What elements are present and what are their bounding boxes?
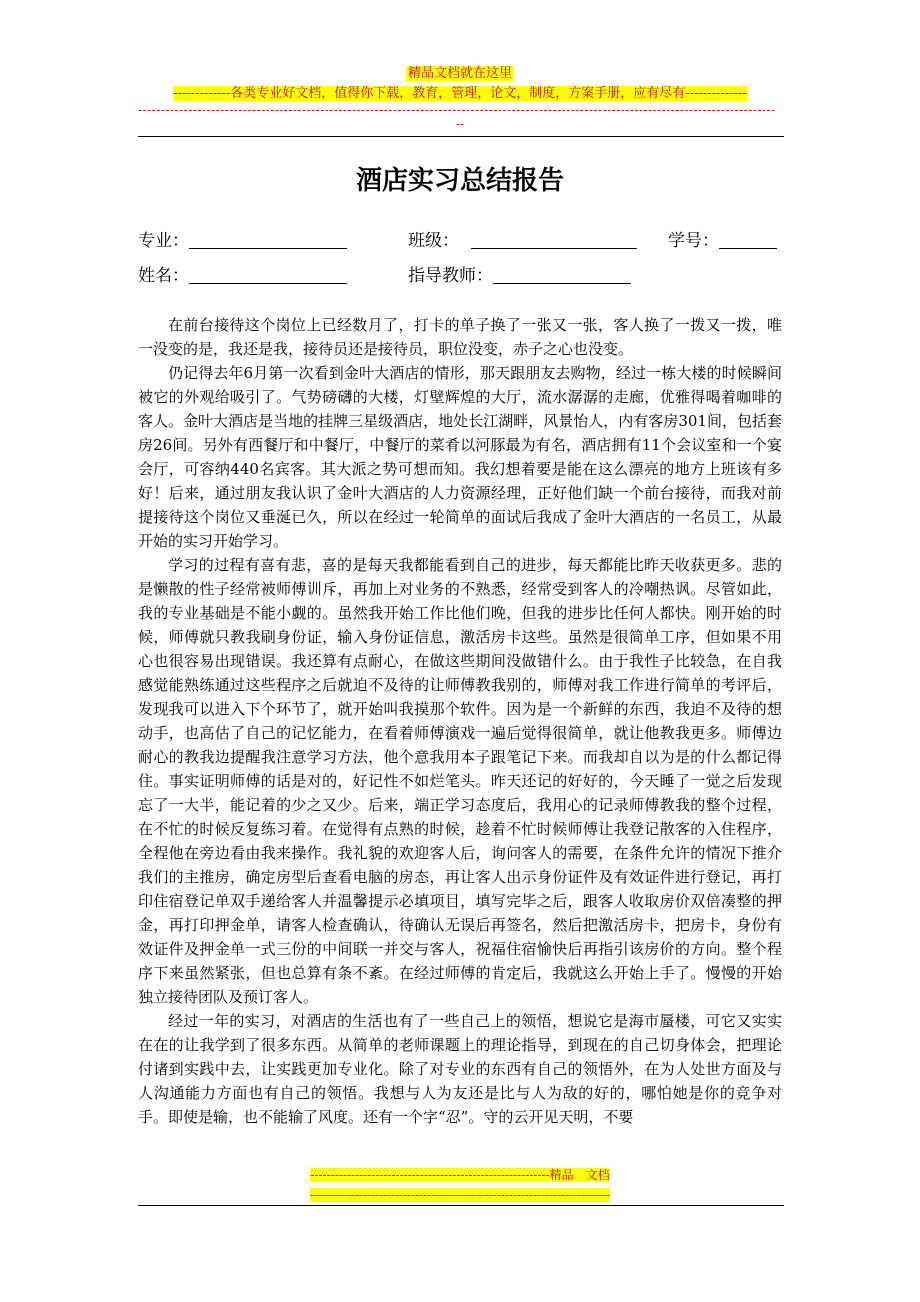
class-label: 班级： [408,231,459,251]
paragraph: 学习的过程有喜有悲，喜的是每天我都能看到自己的进步，每天都能比昨天收获更多。悲的是懒散的性子经常被师傅训斥，再加上对业务的不熟悉，经常受到客人的冷嘲热讽。尽管如此，我的专业基础是不能小觑的。虽然我开始工作比他们晚，但我的进步比任何人都快。刚开始的时候，师傅就只教我刷身份证，输入身份证信息，激活房卡这些。虽然是很简单工序，但如果不用心也很容易出现错误。我还算有点耐心，在做这些期间没做错什么。由于我性子比较急，在自我感觉能熟练通过这些程序之后就迫不及待的让师傅教我别的，师傅对我工作进行简单的考评后，发现我可以进入下个环节了，就开始叫我摸那个软件。因为是一个新鲜的东西，我迫不及待的想动手，也高估了自己的记忆能力，在看着师傅演戏一遍后觉得很简单，就让他教我更多。师傅边耐心的教我边提醒我注意学习方法，他个意我用本子跟笔记下来。而我却自以为是的什么都记得住。事实证明师傅的话是对的，好记性不如烂笔头。昨天还记的好好的，今天睡了一觉之后发现忘了一大半，能记着的少之又少。后来，端正学习态度后，我用心的记录师傅教我的整个过程，在不忙的时候反复练习着。在觉得有点熟的时候，趁着不忙时候师傅让我登记散客的入住程序，全程他在旁边看由我来操作。我礼貌的欢迎客人后，询问客人的需要，在条件允许的情况下推介我们的主推房，确定房型后查看电脑的房态，再让客人出示身份证件及有效证件进行登记，再打印住宿登记单双手递给客人并温馨提示必填项目，填写完毕之后，跟客人收取房价双倍凑整的押金，再打印押金单，请客人检查确认，待确认无误后再签名，然后把激活房卡，把房卡，身份有效证件及押金单一式三份的中间联一并交与客人，祝福住宿愉快后再指引该房价的方向。整个程序下来虽然紧张，但也总算有条不紊。在经过师傅的肯定后，我就这么开始上手了。慢慢的开始独立接待团队及预订客人。 [138,556,782,1006]
header-dashes-tail: -- [455,117,465,131]
footer-rule [138,1205,784,1206]
header-dashes: -------------------------------------------------------------------------------------------------------------------------------------------- [138,104,776,117]
footer-banner-dashes-text: -------------------------------------------------------------------------- [309,1188,611,1202]
major-field [138,229,347,253]
advisor-field [408,264,631,288]
paragraph: 仍记得去年6月第一次看到金叶大酒店的情形，那天跟朋友去购物，经过一栋大楼的时候瞬间被它的外观给吸引了。气势磅礴的大楼，灯壁辉煌的大厅，流水潺潺的走廊，优雅得喝着咖啡的客人。金叶大酒店是当地的挂牌三星级酒店，地处长江湖畔，风景怡人，内有客房301间，包括套房26间。另外有西餐厅和中餐厅，中餐厅的菜肴以河豚最为有名，酒店拥有11个会议室和一个宴会厅，可容纳440名宾客。其大派之势可想而知。我幻想着要是能在这么漂亮的地方上班该有多好！后来，通过朋友我认识了金叶大酒店的人力资源经理，正好他们缺一个前台接待，而我对前提接待这个岗位又垂涎已久，所以在经过一轮简单的面试后我成了金叶大酒店的一名员工，从最开始的实习开始学习。 [138,364,782,550]
footer-banner-text: -----------------------------------------------------------精品 文档 [310,1168,610,1182]
paragraph: 在前台接待这个岗位上已经数月了，打卡的单子换了一张又一张，客人换了一拨又一拨，唯一没变的是，我还是我，接待员还是接待员，职位没变，赤子之心也没变。 [138,316,782,358]
class-blank [471,230,637,249]
major-label: 专业： [138,231,189,251]
name-blank [189,265,347,284]
paragraph: 经过一年的实习，对酒店的生活也有了一些自己上的领悟，想说它是海市蜃楼，可它又实实在在的让我学到了很多东西。从简单的老师课题上的理论指导，到现在的自己切身体会，把理论付诸到实践中去，让实践更加专业化。除了对专业的东西有自己的领悟外，在为人处世方面及与人沟通能力方面也有自己的领悟。我想与人为友还是比与人为敌的好的，哪怕她是你的竞争对手。即使是输，也不能输了风度。还有一个字“忍”。守的云开见天明，不要 [138,1012,782,1126]
header-banner-title [0,66,920,81]
form-row-1 [138,229,784,253]
name-field [138,264,347,288]
header-banner-title-text: 精品文档就在这里 [407,66,512,81]
header-banner-slogan [0,86,920,101]
header-banner-slogan-text: -------------各类专业好文档，值得你下载，教育，管理，论文，制度，方案手册，应有尽有-------------- [173,86,747,101]
report-body [138,313,782,1129]
document-title: 酒店实习总结报告 [355,166,564,196]
name-label: 姓名： [138,266,189,286]
major-blank [189,230,347,249]
advisor-label: 指导教师： [408,266,493,286]
footer-banner-dashes [0,1188,920,1202]
class-field [408,229,637,253]
student-id-blank [719,230,777,249]
advisor-blank [493,265,631,284]
header-rule [138,136,784,137]
footer-banner [0,1168,920,1182]
form-row-2 [138,264,784,288]
student-id-label: 学号： [668,231,719,251]
student-id-field [668,229,777,253]
